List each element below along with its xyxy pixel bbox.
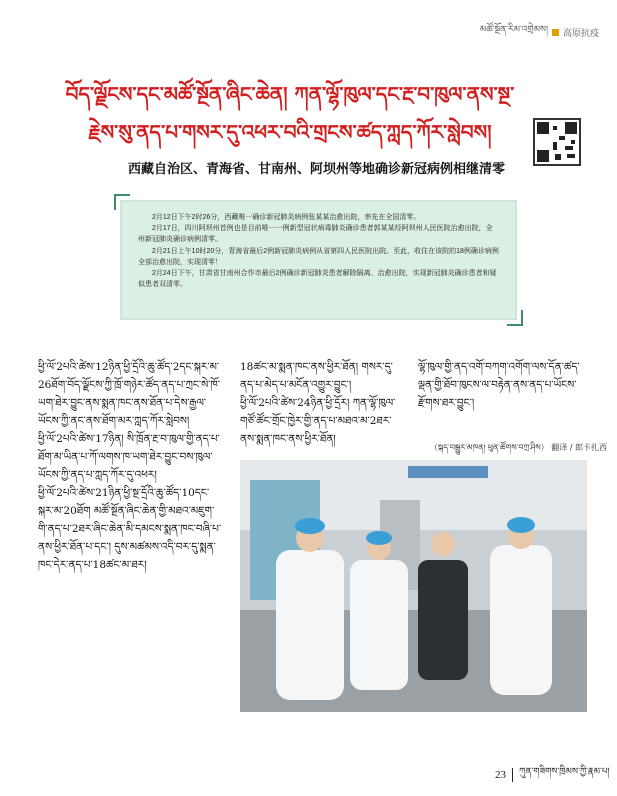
body-column-middle	[240, 358, 400, 448]
body-column-right	[418, 358, 590, 412]
body-paragraph: ཕྱི་ལོ་2པའི་ཚེས་12ཉིན་ཕྱི་དྲོའི་ཆུ་ཚོད་2དང་སྐར་མ་26ཐོག་བོད་ལྗོངས་ཀྱི་ཁྲོ་གཉེར་ཚོད་ནད་པ་ཀྲང་སེ་ཁོ་ཡག་ཐེར་བྱུང་ནས་སྨན་ཁང་ནས་ཐོན་པ་དེས་རྒྱལ་ཡོངས་ཀྱི་ནང་ནས་ཐོག་མར་ཀླད་ཀོར་སླེབས།	[38, 361, 220, 427]
page-header	[480, 20, 599, 45]
summary-item-2: 2月17日，四川阿坝州首例也是目前唯一一例新型冠状病毒肺炎确诊患者郭某某经阿坝州人民医院治愈出院，全州新冠肺炎确诊病例清零。	[138, 225, 493, 244]
body-paragraph: ཕྱི་ལོ་2པའི་ཚེས་17ཉིན། སི་ཁྲོན་རྔ་བ་ཁུལ་གྱི་ནད་པ་ཐོག་མ་ཡིན་པ་ཀོ་ལགས་ཁ་ཡག་ཐེར་བྱུང་བས་ཁུལ་ཡོངས་ཀྱི་ནད་པ་ཀླད་ཀོར་དུ་འཕར།	[38, 433, 220, 481]
hospital-discharge-photo	[240, 460, 587, 712]
body-paragraph: 18ཚང་མ་སྨན་ཁང་ནས་ཕྱིར་ཐོན། གསར་དུ་ནད་པ་མེད་པ་མངོན་འགྱུར་བྱུང་།	[240, 361, 393, 391]
summary-box	[120, 200, 517, 320]
summary-item-4: 2月24日下午，甘肃省甘南州合作市最后2例确诊新冠肺炎患者解除隔离、治愈出院，实现新冠肺炎确诊患者和疑似患者双清零。	[138, 270, 497, 289]
page-footer	[495, 762, 610, 787]
tibetan-title-line1: བོད་ལྗོངས་དང་མཚོ་སྔོན་ཞིང་ཆེན། ཀན་ལྷོ་ཁུལ་དང་རྔ་བ་ཁུལ་ནས་སྔ་	[65, 82, 515, 106]
footer-tibetan: ཀུན་གཟིགས་ཁྲིམས་ཀྱི་རྣམ་པ།	[519, 766, 610, 776]
body-column-left	[38, 358, 223, 574]
body-paragraph: ཕྱི་ལོ་2པའི་ཚེས་24ཉིན་ཕྱི་དྲོར། ཀན་ལྷོ་ཁུལ་གཙོ་ཚོང་གྲོང་ཁྱེར་གྱི་ནད་པ་མཐའ་མ་2ཐར་ནས་སྨན་ཁང་ནས་ཕྱིར་ཐོན།	[240, 397, 396, 445]
header-section: 高原抗疫	[562, 29, 599, 39]
tibetan-title-line2: རྗེས་སུ་ནད་པ་གསར་དུ་འཕར་བའི་གྲངས་ཚད་ཀླད་ཀོར་སླེབས།	[88, 120, 492, 144]
summary-item-1: 2月12日下午2时26分，西藏唯一确诊新冠肺炎病例张某某治愈出院，率先在全国清零。	[152, 214, 421, 221]
qr-code-icon	[533, 118, 581, 166]
body-paragraph: ཕྱི་ལོ་2པའི་ཚེས་21ཉིན་ཕྱི་སྔ་དྲོའི་ཆུ་ཚོད་10དང་སྐར་མ་20ཐོག མཚོ་སྔོན་ཞིང་ཆེན་གྱི་མཐའ་མཇུག་གི་ནད་པ་2ཐར་ཞིང་ཆེན་མི་དམངས་སྨན་ཁང་བཞི་པ་ནས་ཕྱིར་ཐོན་པ་དང་། དུས་མཚམས་འདི་བར་དུ་སྨན་ཁང་དེར་ནད་པ་18ཚང་མ་ཐར།	[38, 487, 222, 571]
page-number: 23	[495, 768, 506, 781]
body-paragraph: ལྷོ་ཁུལ་གྱི་ནད་འགོ་བཀག་འགོག་ལས་དོན་ཚད་ལྡན་གྱི་ཐོབ་ཁུངས་ལ་བརྟེན་ནས་ནད་པ་ཡོངས་རྫོགས་ཐར་བྱུང་།	[418, 361, 580, 409]
header-tibetan: མཚོ་སྔོན་རིམ་འགྲེམས།	[479, 25, 548, 35]
section-marker-icon	[552, 29, 559, 36]
footer-divider	[512, 768, 513, 782]
tibetan-title	[60, 75, 520, 151]
chinese-title: 西藏自治区、青海省、甘南州、阿坝州等地确诊新冠病例相继清零	[128, 161, 506, 176]
translator-credit: （སྐད་བསྒྱུར་མཁན། ཕུན་ཚོགས་བཀྲ་ཤིས） 翻译 / 郎卡扎西	[430, 443, 607, 452]
photo-illustration	[240, 460, 587, 712]
summary-item-3: 2月21日上午10时20分，青海省最后2例新冠肺炎病例从省第四人民医院出院。至此，收住在该院的18例确诊病例全部治愈出院，实现清零！	[138, 247, 499, 266]
